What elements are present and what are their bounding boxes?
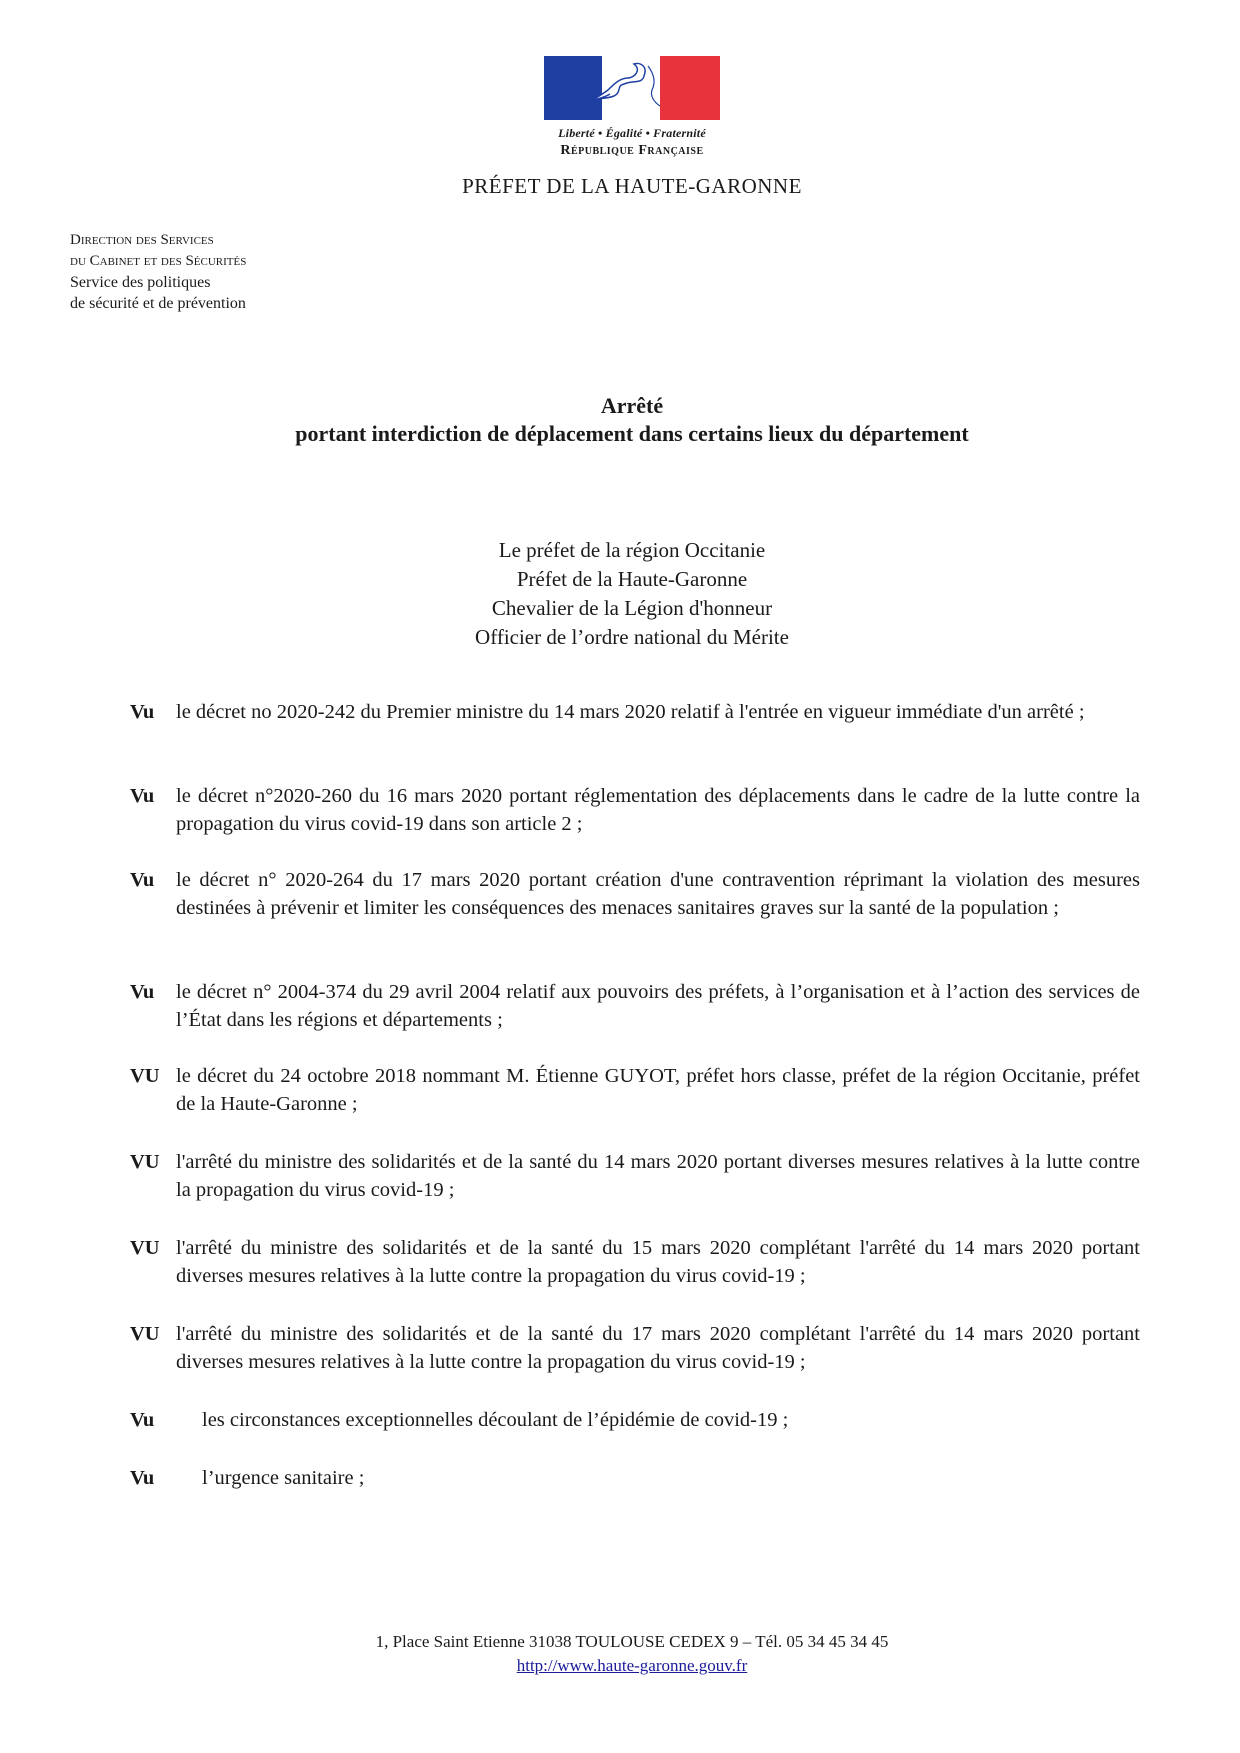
visa-item — [130, 1464, 1140, 1492]
visa-keyword: Vu — [130, 701, 155, 723]
visa-keyword: Vu — [130, 981, 155, 1003]
document-subtitle: portant interdiction de déplacement dans certains lieux du département — [295, 421, 969, 446]
signatory-line: Préfet de la Haute-Garonne — [516, 567, 748, 591]
visa-item — [130, 978, 1140, 1034]
visa-item — [130, 782, 1140, 838]
visa-item — [130, 1148, 1140, 1204]
visa-keyword: VU — [130, 1237, 160, 1259]
service-line: Service des politiques — [70, 274, 211, 291]
visa-text: le décret no 2020-242 du Premier ministre du 14 mars 2020 relatif à l'entrée en vigueur immédiate d'un arrêté ; — [176, 701, 1085, 723]
visa-text: l’urgence sanitaire ; — [202, 1467, 365, 1489]
visa-keyword: Vu — [130, 785, 155, 807]
footer-url-link[interactable]: http://www.haute-garonne.gouv.fr — [516, 1656, 748, 1675]
service-block — [70, 230, 246, 314]
visa-item — [130, 1406, 1140, 1434]
service-line: de sécurité et de prévention — [70, 295, 246, 312]
visa-item — [130, 1234, 1140, 1290]
service-line: Direction des Services — [70, 232, 214, 248]
visa-text: l'arrêté du ministre des solidarités et de la santé du 17 mars 2020 complétant l'arrêté du 14 mars 2020 portant diverses mesures relatives à la lutte contre la propagation du virus covid-19 ; — [176, 1323, 1140, 1373]
visa-text: le décret n° 2020-264 du 17 mars 2020 portant création d'une contravention réprimant la violation des mesures destinées à prévenir et limiter les conséquences des menaces sanitaires graves sur la santé de la population ; — [176, 869, 1140, 919]
visa-item — [130, 698, 1140, 726]
republique-motto: Liberté • Égalité • Fraternité — [558, 126, 706, 140]
signatory-line: Chevalier de la Légion d'honneur — [491, 596, 773, 620]
visa-keyword: VU — [130, 1323, 160, 1345]
signatory-line: Officier de l’ordre national du Mérite — [475, 625, 789, 649]
visa-item — [130, 866, 1140, 922]
prefet-title: PRÉFET DE LA HAUTE-GARONNE — [462, 174, 802, 198]
visa-keyword: VU — [130, 1065, 160, 1087]
visa-text: l'arrêté du ministre des solidarités et de la santé du 14 mars 2020 portant diverses mesures relatives à la lutte contre la propagation du virus covid-19 ; — [176, 1151, 1140, 1201]
visa-text: l'arrêté du ministre des solidarités et de la santé du 15 mars 2020 complétant l'arrêté du 14 mars 2020 portant diverses mesures relatives à la lutte contre la propagation du virus covid-19 ; — [176, 1237, 1140, 1287]
document-title: Arrêté — [600, 393, 664, 418]
republique-francaise: République Française — [560, 143, 704, 158]
signatory-block — [0, 536, 1240, 652]
visa-item — [130, 1062, 1140, 1118]
visa-item — [130, 1320, 1140, 1376]
visa-keyword: Vu — [130, 869, 155, 891]
republique-logo — [544, 56, 720, 159]
visa-text: le décret du 24 octobre 2018 nommant M. Étienne GUYOT, préfet hors classe, préfet de la région Occitanie, préfet de la Haute-Garonne ; — [176, 1065, 1140, 1115]
visa-text: le décret n°2020-260 du 16 mars 2020 portant réglementation des déplacements dans le cadre de la lutte contre la propagation du virus covid-19 dans son article 2 ; — [176, 785, 1140, 835]
visa-keyword: VU — [130, 1151, 160, 1173]
visa-text: le décret n° 2004-374 du 29 avril 2004 relatif aux pouvoirs des préfets, à l’organisation et à l’action des services de l’État dans les régions et départements ; — [176, 981, 1140, 1031]
service-line: du Cabinet et des Sécurités — [70, 253, 247, 269]
marianne-flag-icon — [544, 56, 720, 120]
footer-address: 1, Place Saint Etienne 31038 TOULOUSE CEDEX 9 – Tél. 05 34 45 34 45 — [375, 1632, 889, 1651]
visa-keyword: Vu — [130, 1467, 155, 1489]
visa-keyword: Vu — [130, 1409, 155, 1431]
visa-text: les circonstances exceptionnelles découlant de l’épidémie de covid-19 ; — [202, 1409, 789, 1431]
signatory-line: Le préfet de la région Occitanie — [498, 538, 766, 562]
